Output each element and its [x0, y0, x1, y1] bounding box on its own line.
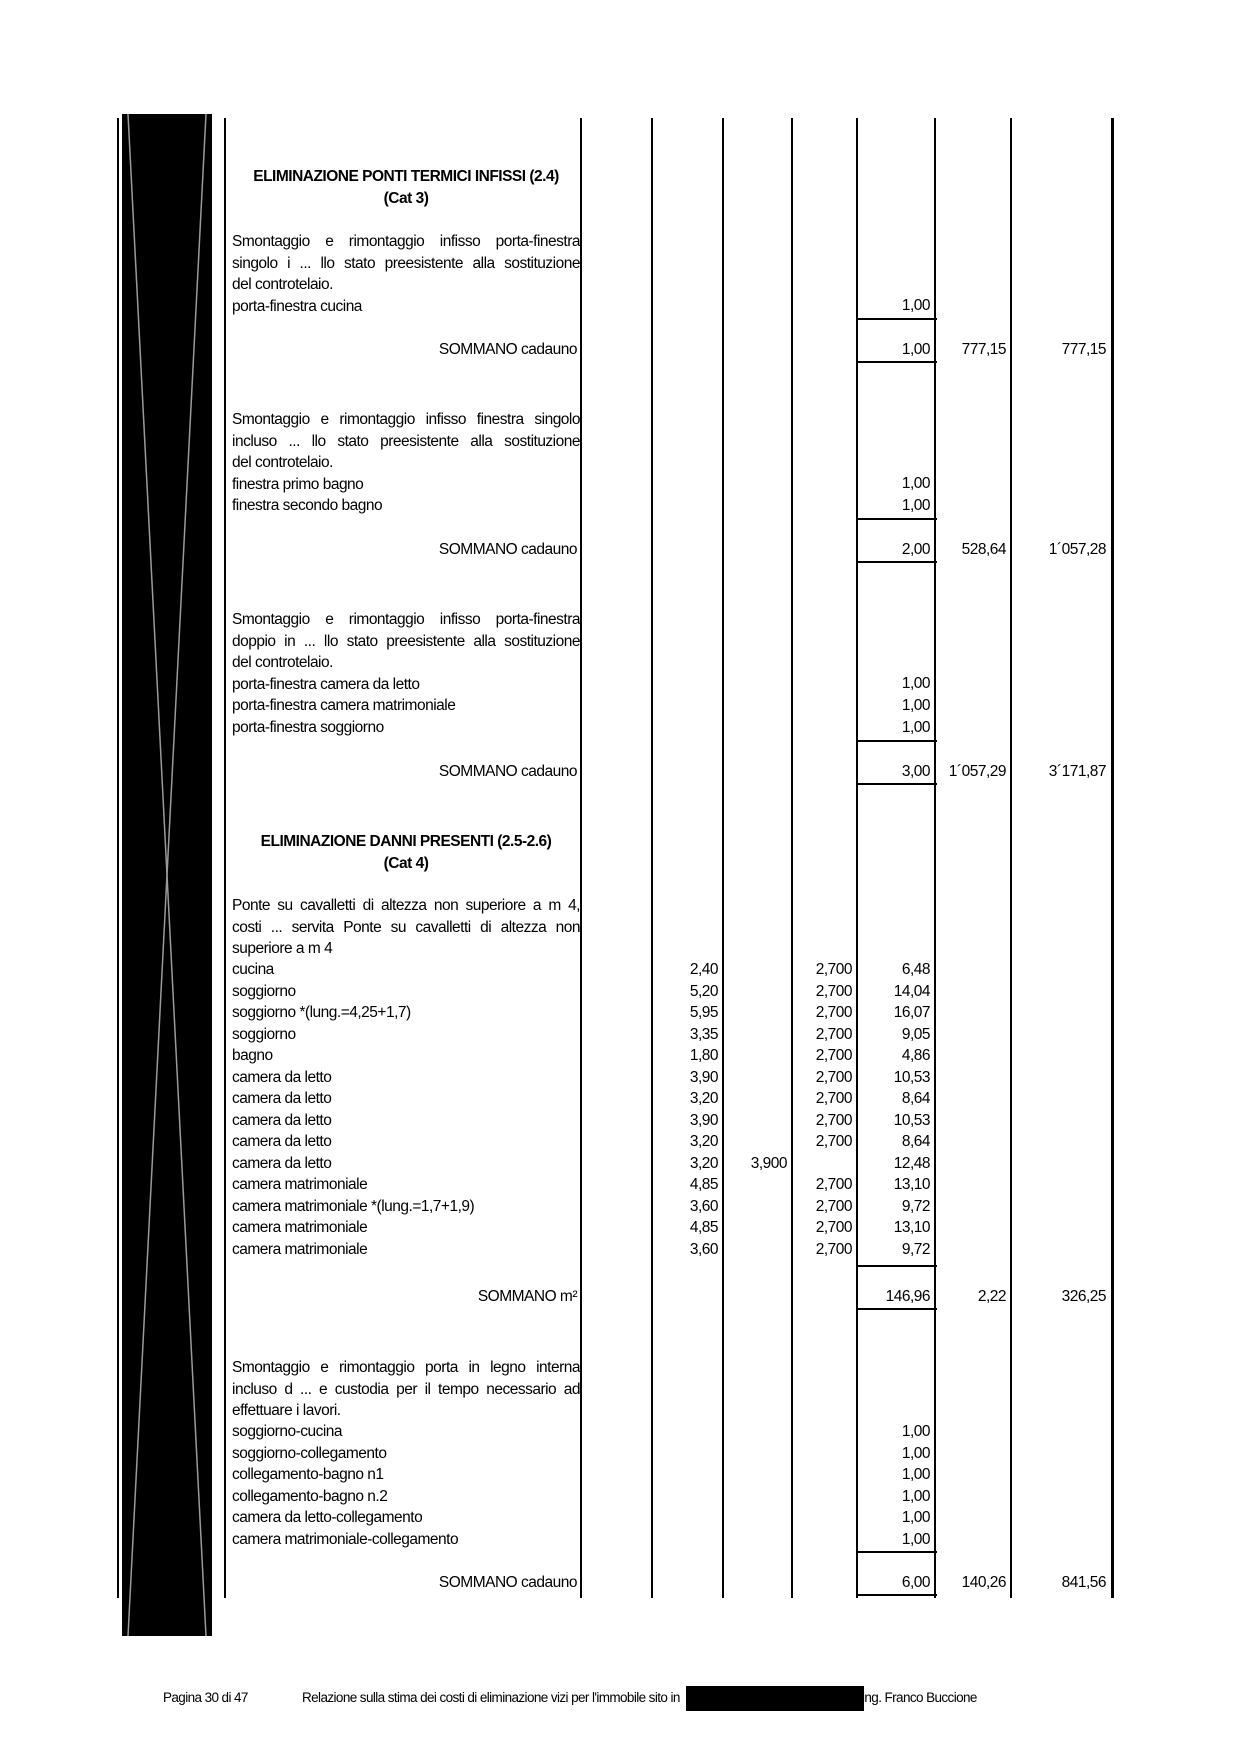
table-border-left-inner [224, 118, 226, 1598]
row-length: 3,20 [689, 1154, 718, 1172]
row-length: 3,90 [689, 1068, 718, 1086]
sum-label: SOMMANO m² [477, 1288, 577, 1305]
row-label: porta-finestra camera da letto [232, 675, 420, 693]
section-heading: ELIMINAZIONE PONTI TERMICI INFISSI (2.4) [253, 168, 559, 185]
row-qty: 1,00 [901, 497, 930, 514]
row-length: 3,20 [689, 1090, 718, 1107]
redacted-address [686, 1686, 864, 1711]
qty-line [858, 1551, 937, 1553]
row-qty: 13,10 [893, 1219, 930, 1236]
total-amount: 777,15 [1061, 341, 1106, 358]
row-height: 2,700 [815, 961, 852, 978]
row-label: bagno [232, 1047, 273, 1064]
qty-line [858, 561, 937, 563]
row-qty: 1,00 [901, 1487, 930, 1505]
row-height: 2,700 [815, 1025, 852, 1043]
total-amount: 1´057,28 [1048, 541, 1106, 558]
row-label: soggiorno [232, 1025, 296, 1043]
row-length: 3,60 [689, 1240, 718, 1258]
row-qty: 1,00 [901, 719, 930, 736]
qty-line [858, 1265, 937, 1267]
row-height: 2,700 [815, 1090, 852, 1107]
qty-line [858, 1308, 937, 1310]
row-label: soggiorno-cucina [232, 1423, 343, 1440]
qty-line [858, 1594, 937, 1596]
row-qty: 9,72 [901, 1240, 930, 1258]
row-label: collegamento-bagno n.2 [232, 1487, 388, 1505]
qty-line [858, 318, 937, 320]
row-qty: 16,07 [893, 1004, 930, 1021]
row-label: porta-finestra camera matrimoniale [232, 697, 456, 714]
unit-price: 2,22 [977, 1288, 1006, 1305]
col-divider-len [651, 118, 653, 1598]
row-label: collegamento-bagno n1 [232, 1466, 384, 1483]
unit-price: 1´057,29 [948, 763, 1006, 780]
row-qty: 10,53 [893, 1068, 930, 1086]
row-label: camera da letto [232, 1133, 332, 1150]
row-qty: 1,00 [901, 697, 930, 714]
table-border-left [117, 118, 119, 1598]
unit-price: 140,26 [961, 1574, 1006, 1591]
section-heading: ELIMINAZIONE DANNI PRESENTI (2.5-2.6) [260, 833, 552, 850]
footer-author: ing. Franco Buccione [862, 1690, 977, 1705]
row-qty: 9,05 [901, 1025, 930, 1043]
sum-label: SOMMANO cadauno [438, 341, 577, 358]
row-label: camera da letto-collegamento [232, 1509, 423, 1526]
row-qty: 1,00 [901, 1466, 930, 1483]
row-qty: 1,00 [901, 1423, 930, 1440]
row-label: camera matrimoniale [232, 1240, 368, 1258]
row-length: 4,85 [689, 1219, 718, 1236]
row-label: camera da letto [232, 1111, 332, 1129]
qty-line [858, 783, 937, 785]
item-description: Smontaggio e rimontaggio infisso finestra singolo incluso ... llo stato preesistente alla sostituzione del controtelaio. finestra primo bagno finestra secondo bagno [232, 409, 580, 517]
row-length: 3,35 [689, 1025, 718, 1043]
row-height: 2,700 [815, 1219, 852, 1236]
sum-qty: 6,00 [901, 1574, 930, 1591]
row-width: 3,900 [750, 1154, 787, 1172]
col-divider-hgt [791, 118, 793, 1598]
total-amount: 3´171,87 [1048, 763, 1106, 780]
row-label: camera da letto [232, 1154, 332, 1172]
qty-line [858, 518, 937, 520]
sum-qty: 2,00 [901, 541, 930, 558]
row-qty: 9,72 [901, 1197, 930, 1215]
footer-report-title: Relazione sulla stima dei costi di eliminazione vizi per l'immobile sito in [302, 1690, 680, 1705]
row-label: soggiorno-collegamento [232, 1444, 387, 1462]
row-height: 2,700 [815, 1176, 852, 1193]
row-height: 2,700 [815, 1068, 852, 1086]
row-qty: 4,86 [901, 1047, 930, 1064]
row-height: 2,700 [815, 1004, 852, 1021]
row-qty: 1,00 [901, 475, 930, 492]
row-label: soggiorno *(lung.=4,25+1,7) [232, 1004, 411, 1021]
row-label: camera matrimoniale [232, 1176, 368, 1193]
section-subheading: (Cat 3) [383, 190, 429, 207]
section-subheading: (Cat 4) [383, 855, 429, 872]
row-height: 2,700 [815, 982, 852, 1000]
col-divider-wid [722, 118, 724, 1598]
item-description: Smontaggio e rimontaggio infisso porta-finestra doppio in ... llo stato preesistente alla sostituzione del controtelaio. porta-finestra camera da letto porta-finestra camera matrimoniale porta-finestra soggiorno [232, 609, 580, 738]
left-margin-bar [122, 114, 212, 1636]
row-label: porta-finestra soggiorno [232, 718, 384, 736]
row-qty: 1,00 [901, 1509, 930, 1526]
total-amount: 326,25 [1061, 1288, 1106, 1305]
sum-qty: 3,00 [901, 763, 930, 780]
item-description: Ponte su cavalletti di altezza non superiore a m 4, costi ... servita Ponte su cavalletti di altezza non superiore a m 4 [232, 897, 580, 957]
row-label: finestra secondo bagno [232, 497, 383, 514]
table-border-right [1111, 118, 1114, 1598]
row-qty: 14,04 [893, 982, 930, 1000]
row-height: 2,700 [815, 1111, 852, 1129]
unit-price: 777,15 [961, 341, 1006, 358]
row-qty: 1,00 [901, 297, 930, 314]
sum-qty: 1,00 [901, 341, 930, 358]
row-qty: 6,48 [901, 961, 930, 978]
row-length: 3,20 [689, 1133, 718, 1150]
footer-page-number: Pagina 30 di 47 [163, 1690, 248, 1705]
item-description: Smontaggio e rimontaggio porta in legno interna incluso d ... e custodia per il tempo necessario ad effettuare i lavori. [232, 1359, 580, 1419]
row-length: 4,85 [689, 1176, 718, 1193]
row-label: finestra primo bagno [232, 475, 364, 493]
row-label: camera matrimoniale [232, 1219, 368, 1236]
col-divider-desc [580, 118, 582, 1598]
item-description: Smontaggio e rimontaggio infisso porta-finestra singolo i ... llo stato preesistente alla sostituzione del controtelaio. porta-finestra cucina [232, 231, 580, 317]
row-qty: 1,00 [901, 1530, 930, 1548]
sum-label: SOMMANO cadauno [438, 763, 577, 780]
x-decoration [122, 114, 212, 1636]
row-label: camera matrimoniale *(lung.=1,7+1,9) [232, 1197, 475, 1215]
row-label: camera da letto [232, 1068, 332, 1086]
row-label: camera da letto [232, 1090, 332, 1107]
sum-qty: 146,96 [885, 1288, 930, 1305]
total-amount: 841,56 [1061, 1574, 1106, 1591]
row-height: 2,700 [815, 1240, 852, 1258]
row-length: 1,80 [689, 1047, 718, 1064]
row-qty: 12,48 [893, 1154, 930, 1172]
row-qty: 8,64 [901, 1090, 930, 1107]
row-qty: 1,00 [901, 675, 930, 692]
row-length: 2,40 [689, 961, 718, 978]
row-height: 2,700 [815, 1197, 852, 1215]
row-qty: 10,53 [893, 1111, 930, 1129]
qty-line [858, 740, 937, 742]
row-length: 5,20 [689, 982, 718, 1000]
row-height: 2,700 [815, 1047, 852, 1064]
row-qty: 13,10 [893, 1176, 930, 1193]
row-label: soggiorno [232, 982, 296, 1000]
row-qty: 8,64 [901, 1133, 930, 1150]
row-length: 5,95 [689, 1004, 718, 1021]
unit-price: 528,64 [961, 541, 1006, 558]
row-length: 3,90 [689, 1111, 718, 1129]
row-length: 3,60 [689, 1197, 718, 1215]
sum-label: SOMMANO cadauno [438, 1574, 577, 1591]
row-qty: 1,00 [901, 1444, 930, 1462]
qty-line [858, 361, 937, 363]
row-label: camera matrimoniale-collegamento [232, 1530, 459, 1548]
sum-label: SOMMANO cadauno [438, 541, 577, 558]
row-height: 2,700 [815, 1133, 852, 1150]
row-label: porta-finestra cucina [232, 297, 362, 315]
row-label: cucina [232, 961, 274, 978]
